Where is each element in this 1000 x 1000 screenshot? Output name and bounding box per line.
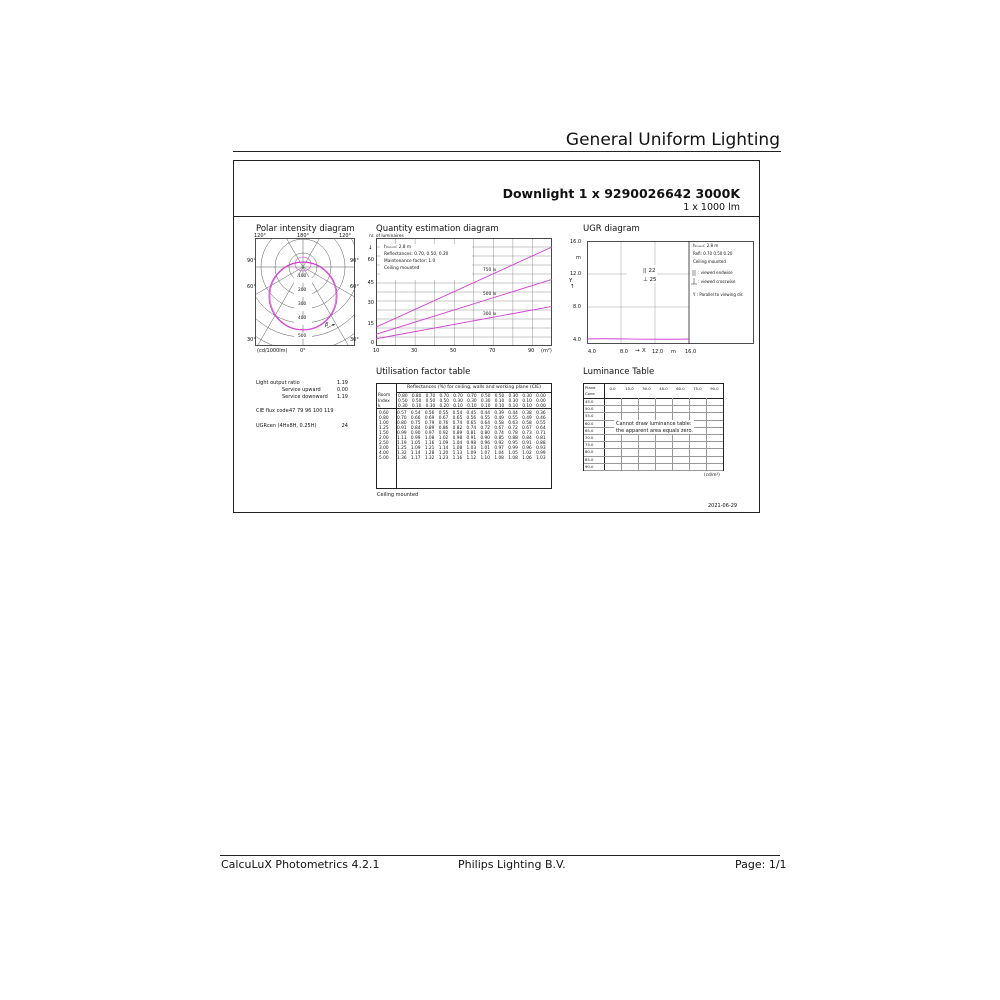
ugr-xtick-8: 8.0 (620, 349, 628, 355)
ugr-value-perpendicular: ⊥ 25 (643, 277, 657, 283)
util-refl-cell: 0.10 (494, 404, 505, 409)
luminance-row-header: 70.0 (585, 435, 594, 440)
luminaire-name: Downlight 1 x 9290026642 3000K (502, 186, 740, 201)
quantity-info-mounting: Ceiling mounted (384, 266, 420, 271)
util-cell: 1.02 (522, 451, 532, 456)
util-cell: 0.69 (424, 416, 435, 421)
polar-ring-500: 500 (298, 334, 307, 339)
util-rowlabel-room: Room (378, 393, 391, 398)
polar-top-angle-center: 180° (297, 233, 310, 239)
luminance-col-header: 45.0 (659, 386, 668, 391)
util-table-frame (376, 383, 552, 489)
util-cell: 0.67 (522, 426, 532, 431)
util-cell: 0.90 (480, 436, 491, 441)
util-refl-cell: 0.50 (480, 394, 491, 399)
ugr-ylabel: Y (569, 278, 573, 284)
util-cell: 0.45 (466, 411, 477, 416)
stat-upward-label: Service upward (282, 387, 321, 393)
util-cell: 1.14 (410, 451, 421, 456)
util-refl-cell: 0.10 (522, 404, 532, 409)
luminance-row-header: 55.0 (585, 413, 594, 419)
luminance-message-1: Cannot draw luminance table: (616, 421, 692, 427)
util-cell: 0.55 (536, 421, 546, 426)
luminance-col-header: 0.0 (609, 386, 616, 391)
util-cell: 0.92 (438, 431, 449, 436)
util-values-table (379, 411, 550, 461)
quantity-series-2 (376, 306, 552, 338)
util-cell: 1.13 (452, 451, 463, 456)
luminance-unit: (cd/m²) (704, 473, 720, 478)
util-cell: 1.32 (424, 456, 435, 461)
util-cell: 0.90 (410, 431, 421, 436)
util-cell: 0.36 (536, 411, 546, 416)
polar-ring-200: 200 (298, 288, 307, 293)
util-cell: 0.98 (466, 441, 477, 446)
quantity-xtick-50: 50 (450, 348, 457, 354)
luminance-corner-cone: Cone (585, 391, 595, 396)
util-cell: 0.89 (424, 426, 435, 431)
cie-flux-value: 47 79 96 100 119 (289, 408, 334, 414)
ugr-curve (587, 339, 689, 340)
util-cell: 1.21 (424, 446, 435, 451)
util-cell: 1.10 (480, 456, 491, 461)
util-refl-cell: 0.20 (439, 404, 450, 409)
ugr-y-arrow: ↑ (570, 284, 575, 290)
util-cell: 1.08 (494, 456, 504, 461)
ugr-ytick-16: 16.0 (570, 239, 582, 245)
util-cell: 0.88 (536, 441, 546, 446)
quantity-xtick-30: 30 (411, 348, 418, 354)
util-refl-cell: 0.80 (411, 394, 422, 399)
util-cell: 0.74 (466, 426, 477, 431)
ugr-xtick-4: 4.0 (588, 349, 596, 355)
util-cell: 0.65 (452, 416, 463, 421)
ugr-xunit: m (671, 349, 676, 355)
issue-date: 2021-06-29 (708, 503, 738, 509)
stat-lor-label: Light output ratio (256, 380, 300, 386)
util-cell: 1.05 (410, 441, 421, 446)
util-cell: 0.92 (494, 441, 504, 446)
ugr-legend-crosswise: : viewed crosswise (698, 279, 736, 284)
util-cell: 0.99 (536, 451, 546, 456)
util-refl-cell: 0.70 (453, 394, 463, 399)
util-cell: 0.91 (522, 441, 532, 446)
luminance-row-header: 50.0 (585, 406, 594, 412)
util-cell: 1.11 (397, 436, 407, 441)
util-cell: 1.07 (480, 451, 491, 456)
util-refl-table (398, 394, 550, 409)
polar-angle-left-30: 30° (247, 337, 256, 343)
util-refl-row (398, 404, 550, 409)
util-refl-cell: 0.00 (536, 394, 546, 399)
quantity-xtick-70: 70 (489, 348, 496, 354)
util-refl-cell: 0.30 (508, 394, 519, 399)
util-cell: 0.85 (494, 436, 504, 441)
polar-top-angle-right: 120° (339, 233, 352, 239)
quantity-xtick-10: 10 (373, 348, 380, 354)
util-rowlabel-k: k (378, 404, 381, 409)
luminaire-flux: 1 x 1000 lm (683, 202, 740, 213)
stat-lor-value: 1.19 (336, 380, 348, 386)
util-cell: 0.49 (522, 416, 532, 421)
util-cell: 0.70 (397, 416, 407, 421)
ugr-info-height: hₘₒᵤₙₜ: 2.8 m (693, 243, 719, 248)
util-cell: 0.91 (397, 426, 407, 431)
util-refl-cell: 0.00 (536, 404, 546, 409)
util-cell: 0.44 (480, 411, 491, 416)
util-k-cell: 0.60 (379, 411, 389, 416)
util-k-cell: 1.25 (379, 426, 389, 431)
luminance-col-header: 90.0 (710, 386, 719, 391)
util-cell: 1.16 (452, 456, 463, 461)
footer-company: Philips Lighting B.V. (458, 858, 566, 871)
quantity-info-maintenance: Maintenance factor: 1.0 (384, 259, 436, 264)
stat-downward-label: Service downward (282, 394, 328, 400)
util-cell: 0.55 (480, 416, 491, 421)
polar-angle-right-60: 60° (350, 284, 359, 290)
util-cell: 0.63 (508, 421, 518, 426)
util-note: Ceiling mounted (377, 492, 419, 498)
luminance-row-header: 60.0 (585, 420, 594, 426)
util-cell: 0.91 (466, 436, 477, 441)
util-cell: 0.88 (508, 436, 518, 441)
util-cell: 1.25 (397, 446, 407, 451)
util-rowlabel-index: Index (378, 399, 390, 404)
util-cell: 1.16 (424, 441, 435, 446)
util-cell: 0.99 (397, 431, 407, 436)
util-cell: 0.64 (536, 426, 546, 431)
series-label-750: 750 lx (483, 268, 497, 273)
polar-angle-left-60: 60° (247, 284, 256, 290)
luminance-row-header: 65.0 (585, 427, 594, 433)
luminance-row-header: 85.0 (585, 456, 594, 462)
util-refl-cell: 0.30 (480, 399, 491, 404)
util-cell: 0.80 (397, 421, 407, 426)
util-refl-cell: 0.10 (411, 404, 422, 409)
util-cell: 0.64 (480, 421, 491, 426)
util-k-cell: 1.00 (379, 421, 389, 426)
cie-flux-label: CIE flux code (256, 408, 289, 414)
quantity-y-arrow: ↓ (368, 245, 373, 251)
util-cell: 1.05 (508, 451, 518, 456)
util-cell: 0.99 (508, 446, 518, 451)
quantity-xunit: (m²) (541, 348, 552, 354)
polar-angle-right-90: 90° (350, 258, 359, 264)
util-row (379, 456, 550, 461)
quantity-ylabel: nr. of luminaires (369, 234, 404, 239)
luminance-corner-plane: Plane (585, 385, 596, 390)
util-cell: 0.97 (424, 431, 435, 436)
quantity-ytick-60: 60 (367, 257, 374, 263)
polar-bottom-angle: 0° (300, 348, 306, 354)
quantity-title: Quantity estimation diagram (376, 224, 499, 234)
util-k-cell: 0.80 (379, 416, 389, 421)
polar-title: Polar intensity diagram (256, 224, 355, 234)
ugr-yunit: m (576, 255, 581, 261)
util-refl-cell: 0.70 (439, 394, 450, 399)
util-cell: 1.32 (397, 451, 407, 456)
util-cell: 1.28 (424, 451, 435, 456)
util-k-cell: 5.00 (379, 456, 389, 461)
util-title: Utilisation factor table (376, 367, 471, 377)
luminance-col-header: 60.0 (676, 386, 685, 391)
util-cell: 1.09 (438, 441, 449, 446)
footer-page: Page: 1/1 (735, 858, 787, 871)
luminance-head-divider (584, 398, 723, 399)
luminance-row-header: 80.0 (585, 449, 594, 455)
util-cell: 1.17 (410, 456, 421, 461)
ugr-xlabel: X (642, 348, 646, 354)
polar-beta-label: β (325, 322, 329, 328)
footer-software: CalcuLuX Photometrics 4.2.1 (221, 858, 380, 871)
util-cell: 0.96 (480, 441, 491, 446)
util-cell: 0.66 (410, 416, 421, 421)
util-cell: 0.93 (536, 446, 546, 451)
util-header: Reflectances (%) for ceiling, walls and working plane (CIE) (396, 384, 552, 393)
util-cell: 0.84 (410, 426, 421, 431)
util-refl-cell: 0.30 (425, 404, 436, 409)
util-refl-cell: 0.80 (398, 394, 408, 399)
ugr-x-arrow: → (635, 348, 640, 354)
util-k-cell: 1.50 (379, 431, 389, 436)
util-cell: 1.14 (438, 446, 449, 451)
util-cell: 1.02 (438, 436, 449, 441)
util-cell: 1.36 (397, 456, 407, 461)
luminance-col-header: 15.0 (625, 386, 634, 391)
frame-divider (233, 216, 760, 217)
page-title: General Uniform Lighting (565, 130, 780, 150)
util-cell: 0.73 (522, 431, 532, 436)
util-cell: 1.12 (466, 456, 477, 461)
polar-unit: (cd/1000lm) (257, 348, 288, 354)
util-cell: 1.08 (452, 446, 463, 451)
quantity-info-height: hₘₒᵤₙₜ: 2.8 m (384, 245, 412, 250)
util-cell: 0.78 (508, 431, 518, 436)
util-cell: 0.82 (452, 426, 463, 431)
util-cell: 0.97 (494, 446, 504, 451)
util-cell: 1.04 (494, 451, 504, 456)
ugr-legend-parallel: Y : Parallel to viewing dir. (693, 292, 744, 297)
util-cell: 1.04 (452, 441, 463, 446)
util-cell: 1.08 (424, 436, 435, 441)
util-cell: 0.96 (522, 446, 532, 451)
luminance-row-header: 45.0 (585, 399, 594, 404)
util-k-cell: 4.00 (379, 451, 389, 456)
util-cell: 0.56 (466, 416, 477, 421)
util-cell: 0.75 (410, 421, 421, 426)
util-refl-cell: 0.30 (467, 399, 477, 404)
util-cell: 0.65 (466, 421, 477, 426)
util-cell: 1.03 (536, 456, 546, 461)
luminance-row-header: 90.0 (585, 463, 594, 469)
quantity-info-reflectances: Reflectances: 0.70, 0.50, 0.20 (384, 252, 449, 257)
polar-ring-300: 300 (298, 302, 307, 307)
util-cell: 1.01 (480, 446, 491, 451)
util-cell: 0.79 (424, 421, 435, 426)
quantity-ytick-30: 30 (367, 300, 374, 306)
stat-downward-value: 1.19 (336, 394, 348, 400)
util-refl-cell: 0.30 (453, 399, 463, 404)
util-cell: 0.57 (397, 411, 407, 416)
util-cell: 0.56 (424, 411, 435, 416)
util-cell: 0.81 (466, 431, 477, 436)
util-refl-cell: 0.50 (398, 399, 408, 404)
util-cell: 0.39 (494, 411, 504, 416)
luminance-title: Luminance Table (583, 367, 655, 377)
quantity-ytick-15: 15 (367, 321, 374, 327)
quantity-ytick-0: 0 (370, 340, 374, 346)
polar-angle-right-30: 30° (350, 337, 359, 343)
util-refl-cell: 0.10 (508, 404, 519, 409)
luminance-message-2: the apparent area equals zero. (616, 428, 694, 434)
util-refl-cell: 0.10 (453, 404, 463, 409)
quantity-xtick-90: 90 (528, 348, 535, 354)
util-cell: 0.80 (480, 431, 491, 436)
quantity-series-1 (376, 279, 552, 334)
util-cell: 1.19 (397, 441, 407, 446)
util-cell: 1.23 (438, 456, 449, 461)
util-k-cell: 2.50 (379, 441, 389, 446)
util-cell: 0.74 (452, 421, 463, 426)
util-cell: 0.58 (522, 421, 532, 426)
util-cell: 0.95 (508, 441, 518, 446)
util-cell: 0.67 (438, 416, 449, 421)
util-cell: 0.55 (438, 411, 449, 416)
util-cell: 0.76 (438, 421, 449, 426)
util-cell: 0.54 (410, 411, 421, 416)
util-cell: 1.09 (410, 446, 421, 451)
ugr-info-refl: Refl: 0.70 0.50 0.20 (693, 251, 733, 256)
series-label-300: 300 lx (483, 312, 497, 317)
polar-ring-400: 400 (298, 316, 307, 321)
util-cell: 0.67 (494, 426, 504, 431)
ugr-xtick-12: 12.0 (652, 349, 664, 355)
ugr-legend-endwise: : viewed endwise (698, 270, 733, 275)
footer-rule (220, 855, 780, 856)
ugr-xtick-16: 16.0 (685, 349, 697, 355)
util-cell: 0.81 (536, 436, 546, 441)
util-cell: 0.46 (536, 416, 546, 421)
ugr-value-parallel: || 22 (643, 268, 656, 274)
util-cell: 0.98 (452, 436, 463, 441)
util-cell: 0.58 (494, 421, 504, 426)
util-cell: 1.03 (466, 446, 477, 451)
util-cell: 0.89 (452, 431, 463, 436)
polar-angle-left-90: 90° (247, 258, 256, 264)
luminance-col-header: 30.0 (642, 386, 651, 391)
util-cell: 0.71 (536, 431, 546, 436)
quantity-ytick-45: 45 (367, 280, 374, 286)
ugr-ytick-4: 4.0 (573, 337, 581, 343)
util-refl-cell: 0.10 (494, 399, 505, 404)
util-refl-cell: 0.00 (536, 399, 546, 404)
util-cell: 0.99 (410, 436, 421, 441)
stat-upward-value: 0.00 (336, 387, 348, 393)
util-refl-cell: 0.50 (494, 394, 505, 399)
util-cell: 1.20 (438, 451, 449, 456)
util-cell: 0.55 (508, 416, 518, 421)
util-cell: 0.84 (522, 436, 532, 441)
header-rule (233, 151, 781, 152)
util-refl-cell: 0.70 (425, 394, 436, 399)
util-cell: 1.09 (466, 451, 477, 456)
ugr-title: UGR diagram (583, 224, 640, 234)
util-k-cell: 2.00 (379, 436, 389, 441)
util-refl-cell: 0.10 (480, 404, 491, 409)
util-cell: 0.74 (494, 431, 504, 436)
ugr-cen-value: 24 (341, 423, 348, 429)
polar-ring-100: 100 (298, 274, 307, 279)
luminance-table (583, 383, 724, 471)
ugr-info-mounting: Ceiling mounted (693, 259, 726, 264)
util-refl-cell: 0.10 (522, 399, 532, 404)
util-refl-cell: 0.50 (411, 399, 422, 404)
util-cell: 0.54 (452, 411, 463, 416)
util-refl-cell: 0.50 (439, 399, 450, 404)
util-k-cell: 3.00 (379, 446, 389, 451)
polar-top-angle-left: 120° (254, 233, 267, 239)
util-refl-cell: 0.70 (467, 394, 477, 399)
util-refl-cell: 0.30 (522, 394, 532, 399)
ugr-ytick-12: 12.0 (570, 271, 582, 277)
luminance-row-header: 75.0 (585, 442, 594, 448)
ugr-cen-label: UGRcen (4Hx8H, 0.25H) (256, 423, 317, 429)
util-refl-cell: 0.50 (425, 399, 436, 404)
util-cell: 0.72 (480, 426, 491, 431)
luminance-col-header: 75.0 (693, 386, 702, 391)
util-cell: 1.06 (522, 456, 532, 461)
util-refl-cell: 0.30 (508, 399, 519, 404)
util-cell: 1.08 (508, 456, 518, 461)
util-refl-cell: 0.10 (467, 404, 477, 409)
ugr-ytick-8: 8.0 (573, 304, 581, 310)
util-refl-cell: 0.30 (398, 404, 408, 409)
util-cell: 0.86 (438, 426, 449, 431)
util-cell: 0.72 (508, 426, 518, 431)
util-cell: 0.44 (508, 411, 518, 416)
util-cell: 0.38 (522, 411, 532, 416)
series-label-500: 500 lx (483, 292, 497, 297)
util-cell: 0.49 (494, 416, 504, 421)
